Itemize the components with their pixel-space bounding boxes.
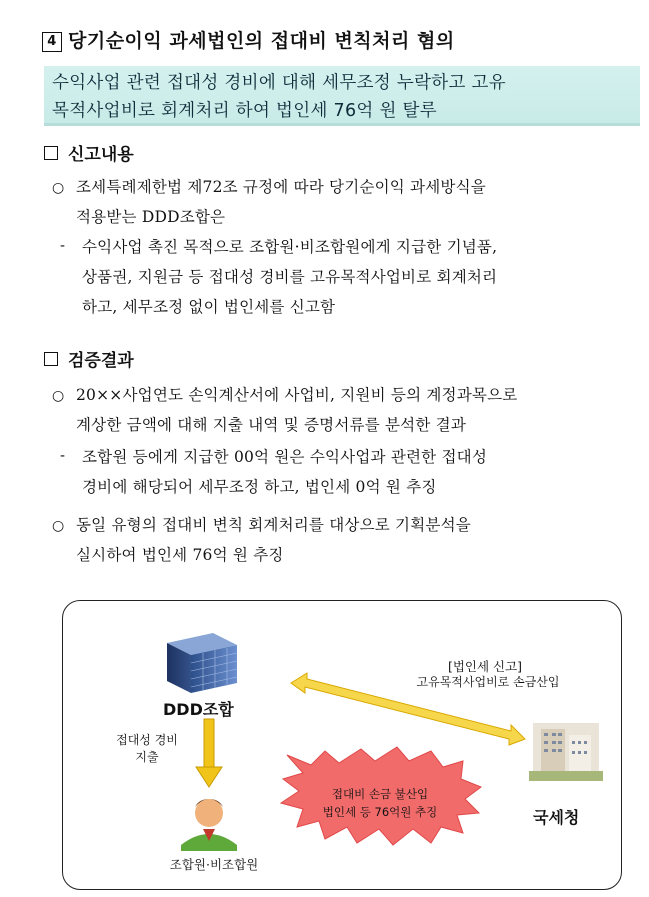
- result-sub-item-1-line-1: 조합원 등에게 지급한 00억 원은 수익사업과 관련한 접대성: [82, 448, 487, 466]
- expense-label-line-2: 지출: [135, 750, 159, 764]
- circle-bullet-icon: ○: [52, 180, 65, 196]
- result-item-2-line-1: 동일 유형의 접대비 변칙 회계처리를 대상으로 기획분석을: [76, 516, 471, 534]
- tax-office-building-icon: [529, 723, 603, 781]
- section-number: 4: [42, 32, 62, 52]
- company-building-icon: [167, 633, 237, 693]
- checkbox-square-icon: [44, 352, 58, 366]
- expense-arrow-icon: [196, 719, 222, 787]
- result-item-2-line-2: 실시하여 법인세 76억 원 추징: [76, 546, 284, 564]
- circle-bullet-icon: ○: [52, 518, 65, 534]
- result-item-2: [76, 510, 471, 570]
- report-item-1-line-2: 적용받는 DDD조합은: [76, 208, 226, 226]
- dash-bullet-icon: -: [60, 238, 66, 254]
- circle-bullet-icon: ○: [52, 388, 65, 404]
- section-heading: [42, 26, 455, 53]
- flow-diagram: [62, 600, 622, 890]
- result-section-title: [44, 346, 134, 371]
- report-label: [법인세 신고]: [447, 659, 523, 674]
- summary-line-1: 수익사업 관련 접대성 경비에 대해 세무조정 누락하고 고유: [52, 73, 506, 93]
- result-sub-item-1: [82, 442, 487, 502]
- member-label: 조합원·비조합원: [169, 857, 259, 872]
- report-item-1: [76, 172, 486, 232]
- checkbox-square-icon: [44, 146, 58, 160]
- expense-label: [107, 731, 187, 765]
- report-sublabel: 고유목적사업비로 손금산입: [416, 675, 560, 689]
- report-sub-item-1-line-2: 상품권, 지원금 등 접대성 경비를 고유목적사업비로 회계처리: [82, 268, 498, 286]
- burst-label: [295, 785, 465, 821]
- section-title: 당기순이익 과세법인의 접대비 변칙처리 혐의: [68, 30, 455, 52]
- report-title-text: 신고내용: [68, 145, 134, 165]
- report-section-title: [44, 140, 134, 165]
- summary-line-2: 목적사업비로 회계처리 하여 법인세 76억 원 탈루: [52, 101, 437, 121]
- result-item-1: [76, 380, 517, 440]
- burst-label-line-2: 법인세 등 76억원 추징: [322, 805, 438, 819]
- dash-bullet-icon: -: [60, 448, 66, 464]
- company-label: DDD조합: [163, 700, 234, 719]
- expense-label-line-1: 접대성 경비: [116, 733, 178, 747]
- result-sub-item-1-line-2: 경비에 해당되어 세무조정 하고, 법인세 0억 원 추징: [82, 478, 437, 496]
- result-item-1-line-1: 20××사업연도 손익계산서에 사업비, 지원비 등의 계정과목으로: [76, 386, 518, 404]
- summary-box: [44, 66, 640, 126]
- result-title-text: 검증결과: [68, 351, 134, 371]
- tax-office-label: 국세청: [533, 808, 580, 827]
- report-item-1-line-1: 조세특례제한법 제72조 규정에 따라 당기순이익 과세방식을: [76, 178, 486, 196]
- report-sub-item-1: [82, 232, 497, 322]
- report-sub-item-1-line-1: 수익사업 촉진 목적으로 조합원·비조합원에게 지급한 기념품,: [82, 238, 498, 256]
- report-sub-item-1-line-3: 하고, 세무조정 없이 법인세를 신고함: [82, 298, 336, 316]
- burst-label-line-1: 접대비 손금 불산입: [331, 787, 429, 801]
- member-person-icon: [181, 799, 237, 851]
- result-item-1-line-2: 계상한 금액에 대해 지출 내역 및 증명서류를 분석한 결과: [76, 416, 466, 434]
